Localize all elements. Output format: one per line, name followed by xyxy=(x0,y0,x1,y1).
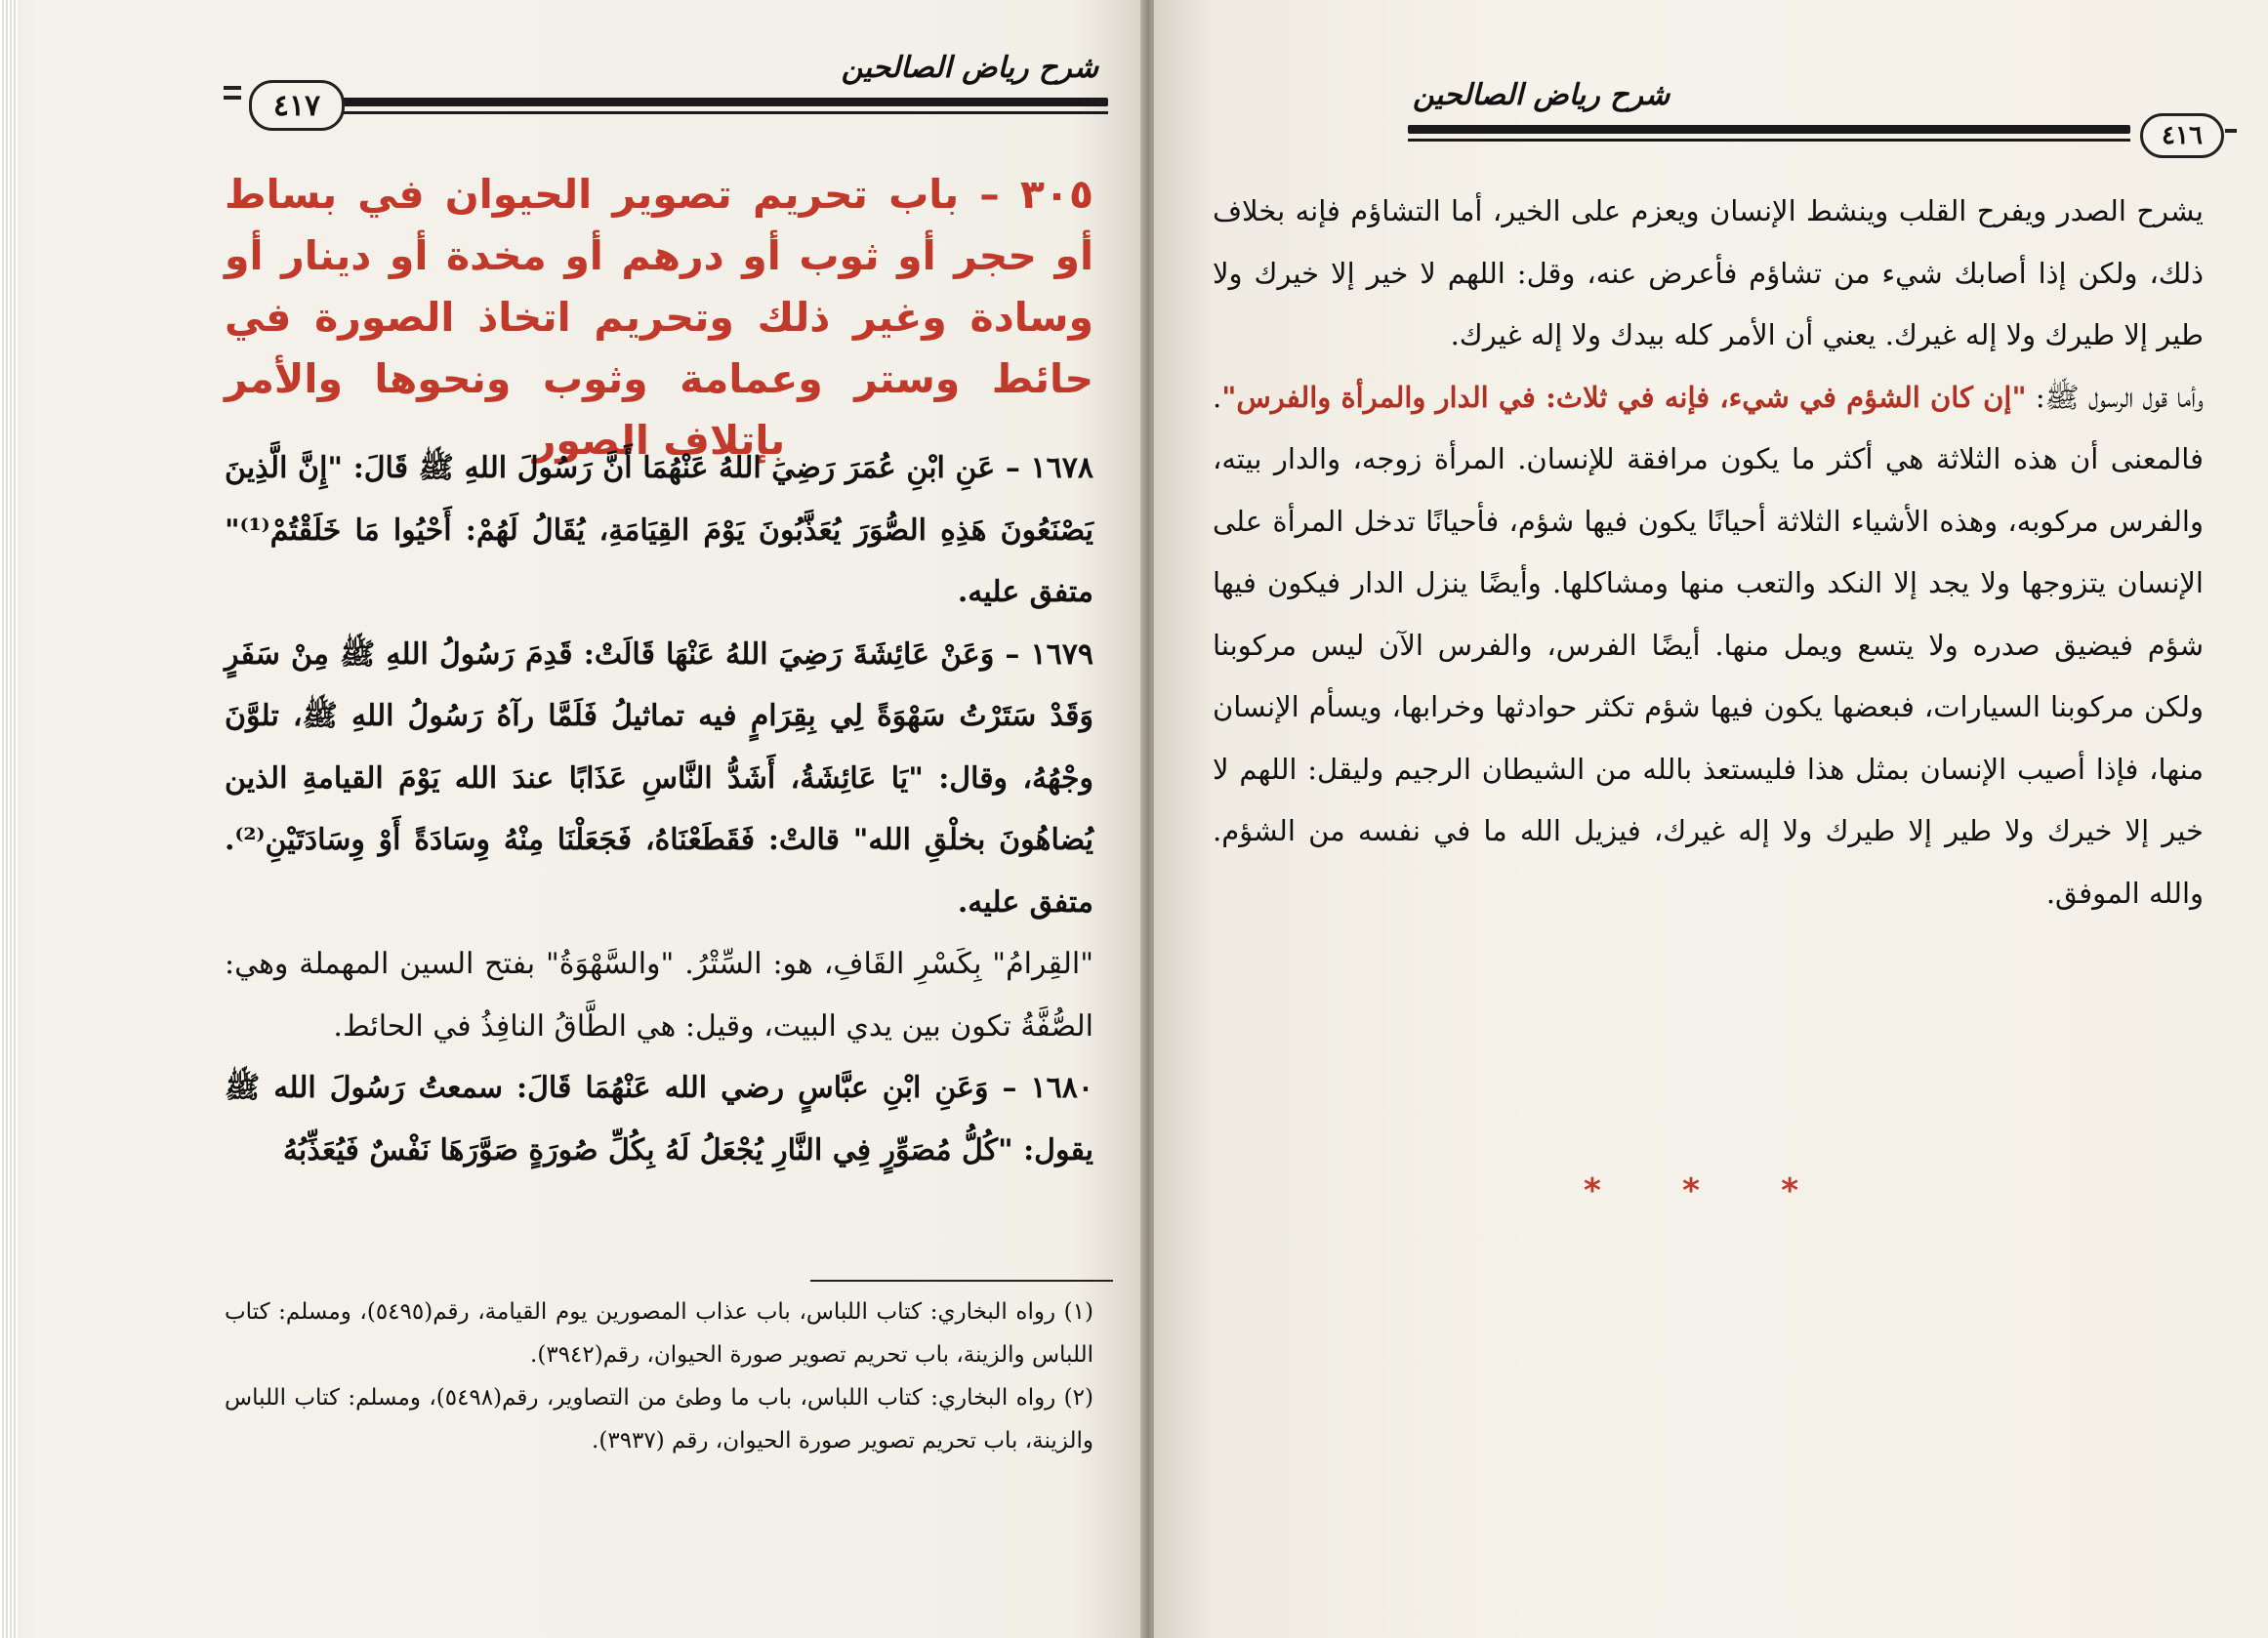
left-page-header xyxy=(220,39,1108,156)
hadith-block xyxy=(225,437,1093,1181)
header-rule-thin xyxy=(337,111,1108,114)
hadith-1678 xyxy=(225,437,1093,624)
commentary-paragraph-2 xyxy=(1213,367,2204,925)
hadith-text: – وَعَنِ ابْنِ عبَّاسٍ رضي الله عَنْهُمَا قَالَ: سمعتُ رَسُولَ الله ﷺ يقول: "كُلُّ مُصَوِّرٍ فِي النَّارِ يُجْعَلُ لَهُ بِكُلِّ صُورَةٍ صَوَّرَهَا نَفْسٌ فَيُعَذِّبُهُ xyxy=(225,1071,1093,1167)
running-title: شرح رياض الصالحين xyxy=(841,51,1098,85)
paragraph-body: . فالمعنى أن هذه الثلاثة هي أكثر ما يكون مرافقة للإنسان. المرأة زوجه، والدار بيته، والفرس مركوبه، وهذه الأشياء الثلاثة أحيانًا يكون فيها شؤم، فأحيانًا تدخل المرأة على الإنسان يتزوجها ولا يجد إلا النكد والتعب منها ومشاكلها. وأيضًا ينزل الدار فيكون فيها شؤم فيضيق صدره ولا يتسع ويمل منها. أيضًا الفرس، والفرس الآن ليس مركوبنا ولكن مركوبنا السيارات، فبعضها يكون فيها شؤم تكثر حوادثها وخرابها، ويسأم الإنسان منها، فإذا أصيب الإنسان بمثل هذا فليستعذ بالله من الشيطان الرجيم وليقل: اللهم لا خير إلا خيرك ولا طير إلا طيرك ولا إله غيرك، فيزيل الله ما في نفسه من الشؤم. والله الموفق. xyxy=(1213,380,2204,910)
header-dash xyxy=(224,86,241,90)
page-number: ٤١٧ xyxy=(249,80,345,131)
header-rule-thin xyxy=(1408,139,2130,142)
star-icon: * xyxy=(1682,1171,1700,1210)
header-rule xyxy=(337,98,1108,106)
header-dash xyxy=(2225,129,2237,133)
hadith-number: ١٦٧٨ xyxy=(1030,451,1093,485)
paragraph-intro: وأما قول الرسول ﷺ: xyxy=(2026,380,2204,414)
explanation: "القِرامُ" بِكَسْرِ القَافِ، هو: السِّتْرُ. "والسَّهْوَةُ" بفتح السين المهملة وهي: الصُّفَّةُ تكون بين يدي البيت، وقيل: هي الطَّاقُ النافِذُ في الحائط. xyxy=(225,947,1093,1044)
hadith-text: – وَعَنْ عَائِشَةَ رَضِيَ اللهُ عَنْهَا قَالَتْ: قَدِمَ رَسُولُ اللهِ ﷺ مِنْ سَفَرٍ وَقَدْ سَتَرْتُ سَهْوَةً لِي بِقِرَامٍ فيه تماثيلُ فَلَمَّا رآهُ رَسُولُ اللهِ ﷺ، تلوَّنَ وجْهُهُ، وقال: "يَا عَائِشَةُ، أَشَدُّ النَّاسِ عَذَابًا عندَ الله يَوْمَ القيامةِ الذين يُضاهُونَ بخلْقِ الله" قالتْ: فَقَطَعْنَاهُ، فَجَعَلْنَا مِنْهُ وِسَادَةً أَوْ وِسَادَتَيْنِ⁽²⁾. متفق عليه. xyxy=(225,636,1093,920)
star-icon: * xyxy=(1584,1171,1601,1210)
footnote-rule xyxy=(810,1280,1113,1282)
footnote-1: (١) رواه البخاري: كتاب اللباس، باب عذاب المصورين يوم القيامة، رقم(٥٤٩٥)، ومسلم: كتاب اللباس والزينة، باب تحريم تصوير صورة الحيوان، رقم(٣٩٤٢). xyxy=(225,1299,1093,1368)
star-icon: * xyxy=(1781,1171,1798,1210)
hadith-1680 xyxy=(225,1057,1093,1181)
page-edges xyxy=(0,0,18,1638)
right-page-header xyxy=(1227,39,2204,156)
hadith-number: ١٦٧٩ xyxy=(1030,636,1093,672)
commentary-text xyxy=(1213,181,2204,924)
running-title: شرح رياض الصالحين xyxy=(1413,78,1670,112)
right-page xyxy=(1154,0,2268,1638)
hadith-text: – عَنِ ابْنِ عُمَرَ رَضِيَ اللهُ عَنْهُمَا أَنَّ رَسُولَ اللهِ ﷺ قَالَ: "إِنَّ الَّذِينَ يَصْنَعُونَ هَذِهِ الصُّوَرَ يُعَذَّبُونَ يَوْمَ القِيَامَةِ، يُقَالُ لَهُمْ: أَحْيُوا مَا خَلَقْتُمْ⁽¹⁾" متفق عليه. xyxy=(225,451,1093,609)
section-ornament xyxy=(1584,1171,1798,1210)
hadith-number: ١٦٨٠ xyxy=(1030,1071,1093,1105)
hadith-1679 xyxy=(225,624,1093,934)
hadith-quote: "إن كان الشؤم في شيء، فإنه في ثلاث: في الدار والمرأة والفرس" xyxy=(1221,380,2027,414)
header-rule xyxy=(1408,125,2130,134)
header-dash xyxy=(224,96,241,100)
footnotes xyxy=(225,1290,1093,1462)
page-number: ٤١٦ xyxy=(2140,113,2224,158)
commentary-paragraph-1: يشرح الصدر ويفرح القلب وينشط الإنسان ويعزم على الخير، أما التشاؤم فإنه بخلاف ذلك، ولكن إذا أصابك شيء من تشاؤم فأعرض عنه، وقل: اللهم لا خير إلا خيرك ولا طير إلا طيرك ولا إله غيرك. يعني أن الأمر كله بيدك ولا إله غيرك. xyxy=(1213,194,2204,351)
chapter-title: ٣٠٥ – باب تحريم تصوير الحيوان في بساط أو حجر أو ثوب أو درهم أو مخدة أو دينار أو وسادة وغير ذلك وتحريم اتخاذ الصورة في حائط وستر وعمامة وثوب ونحوها والأمر بإتلاف الصور xyxy=(225,171,1093,464)
footnote-2: (٢) رواه البخاري: كتاب اللباس، باب ما وطئ من التصاوير، رقم(٥٤٩٨)، ومسلم: كتاب اللباس والزينة، باب تحريم تصوير صورة الحيوان، رقم (٣٩٣٧). xyxy=(225,1385,1093,1454)
